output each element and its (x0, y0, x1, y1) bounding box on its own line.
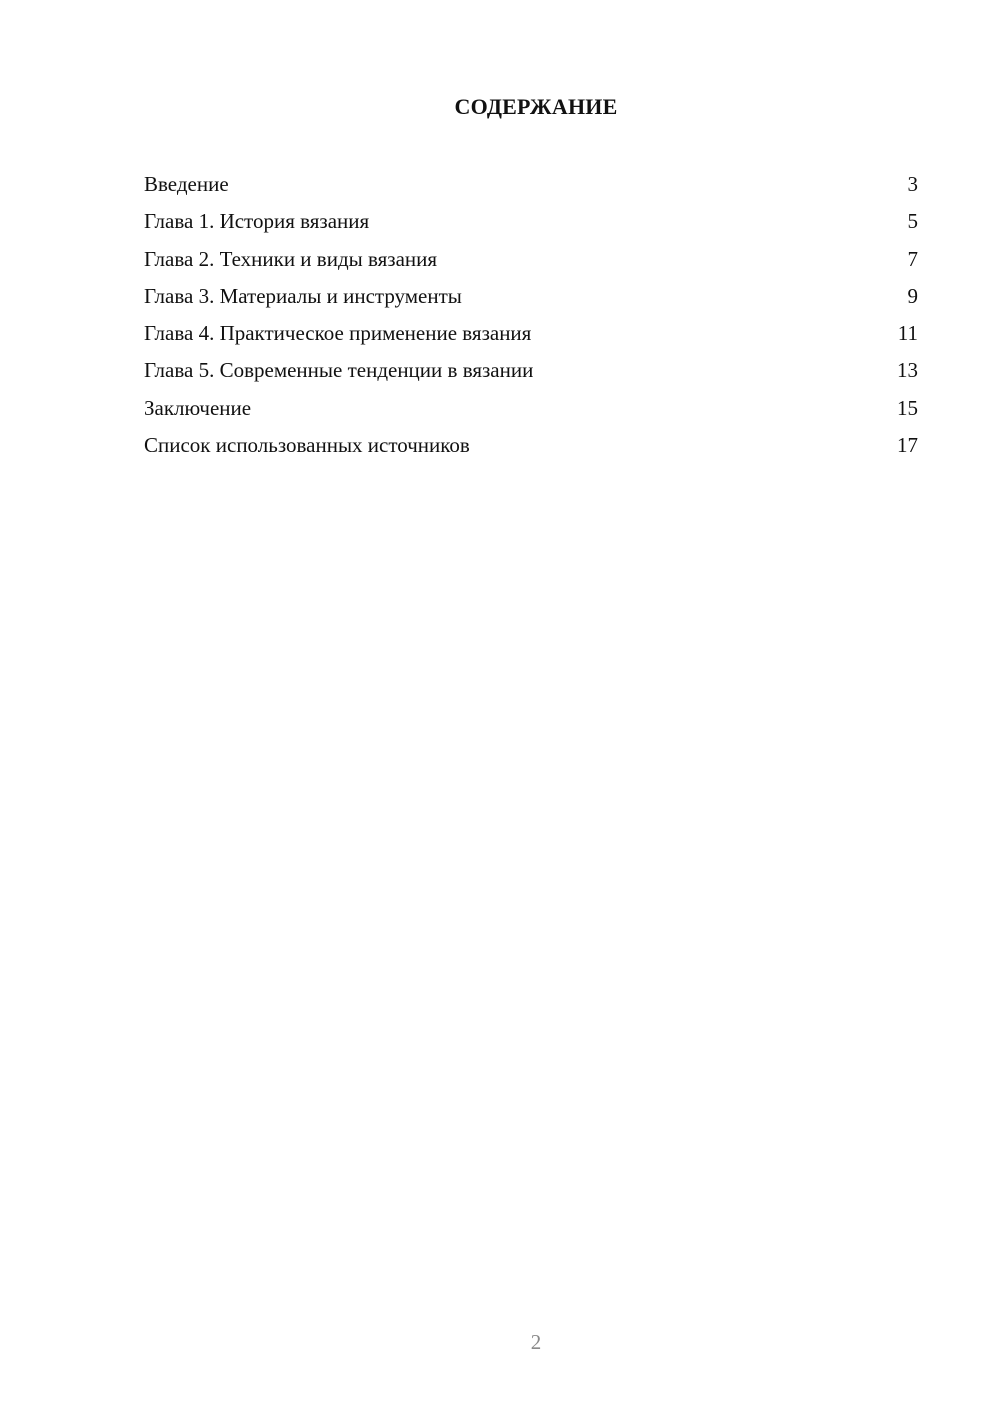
table-of-contents (144, 166, 918, 464)
toc-entry-label: Глава 3. Материалы и инструменты (144, 283, 462, 308)
toc-entry-page: 7 (907, 246, 918, 271)
toc-entry-page: 9 (907, 283, 918, 308)
toc-entry-chapter-5 (144, 352, 918, 389)
toc-entry-label: Глава 4. Практическое применение вязания (144, 321, 532, 346)
toc-entry-chapter-1 (144, 203, 918, 240)
toc-entry-references (144, 427, 918, 464)
toc-entry-conclusion (144, 390, 918, 427)
toc-entry-page: 13 (897, 358, 918, 383)
toc-entry-page: 5 (907, 209, 918, 234)
page-number: 2 (530, 1330, 542, 1354)
toc-entry-label: Заключение (144, 395, 252, 420)
page-title: СОДЕРЖАНИЕ (454, 94, 618, 119)
toc-entry-chapter-3 (144, 278, 918, 315)
toc-entry-chapter-4 (144, 315, 918, 352)
toc-entry-page: 3 (907, 172, 918, 196)
toc-entry-label: Глава 5. Современные тенденции в вязании (144, 358, 534, 383)
toc-entry-page: 11 (897, 321, 918, 346)
toc-entry-label: Введение (144, 172, 229, 196)
toc-entry-label: Глава 1. История вязания (144, 209, 370, 234)
toc-entry-introduction (144, 166, 918, 203)
toc-entry-label: Глава 2. Техники и виды вязания (144, 246, 438, 271)
toc-entry-page: 17 (897, 433, 918, 458)
toc-entry-page: 15 (897, 395, 918, 420)
toc-entry-chapter-2 (144, 241, 918, 278)
toc-entry-label: Список использованных источников (144, 433, 470, 458)
